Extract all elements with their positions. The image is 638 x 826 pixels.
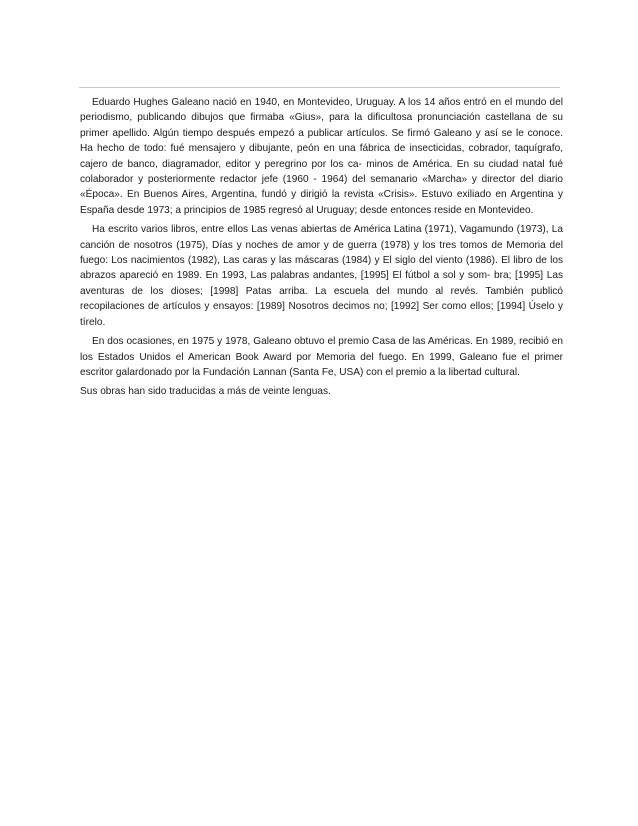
header-rule bbox=[79, 87, 560, 88]
document-body bbox=[80, 95, 563, 404]
paragraph-translations: Sus obras han sido traducidas a más de veinte lenguas. bbox=[80, 386, 331, 398]
paragraph-awards: En dos ocasiones, en 1975 y 1978, Galeano obtuvo el premio Casa de las Américas. En 1989, recibió en los Estados Unidos el American Book Award por Memoria del fuego. En 1999, Galeano fue el primer escritor galardonado por la Fundación Lannan (Santa Fe, USA) con el premio a la libertad cultural. bbox=[80, 336, 563, 378]
paragraph-biography: Eduardo Hughes Galeano nació en 1940, en Montevideo, Uruguay. A los 14 años entró en el mundo del periodismo, publicando dibujos que firmaba «Gius», para la dificultosa pronunciación castellana de su primer apellido. Algún tiempo después empezó a publicar artículos. Se firmó Galeano y así se le conoce. Ha hecho de todo: fué mensajero y dibujante, peón en una fábrica de insecticidas, cobrador, taquígrafo, cajero de banco, diagramador, editor y peregrino por los ca- minos de América. En su ciudad natal fué colaborador y posteriormente redactor jefe (1960 - 1964) del semanario «Marcha» y director del diario «Época». En Buenos Aires, Argentina, fundó y dirigió la revista «Crisis». Estuvo exiliado en Argentina y España desde 1973; a principios de 1985 regresó al Uruguay; desde entonces reside en Montevideo. bbox=[80, 97, 563, 216]
paragraph-books: Ha escrito varios libros, entre ellos Las venas abiertas de América Latina (1971), Vagamundo (1973), La canción de nosotros (1975), Días y noches de amor y de guerra (1978) y los tres tomos de Memoria del fuego: Los nacimientos (1982), Las caras y las máscaras (1984) y El siglo del viento (1986). El libro de los abrazos apareció en 1989. En 1993, Las palabras andantes, [1995] El fútbol a sol y som- bra; [1995] Las aventuras de los dioses; [1998] Patas arriba. La escuela del mundo al revés. También publicó recopilaciones de artículos y ensayos: [1989] Nosotros decimos no; [1992] Ser como ellos; [1994] Úselo y tírelo. bbox=[80, 224, 563, 328]
